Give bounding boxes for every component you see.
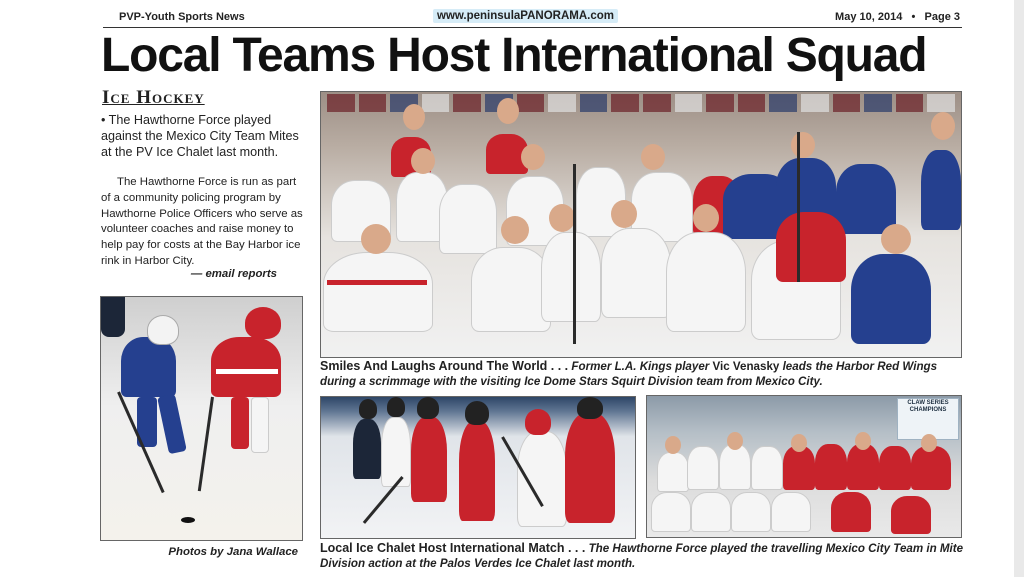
player-head [641, 144, 665, 170]
blue-player-helmet [147, 315, 179, 345]
goalie-mask [525, 409, 551, 435]
force-player [771, 492, 811, 532]
player-head [611, 200, 637, 228]
mexico-player [879, 446, 911, 490]
jersey-stripe [327, 280, 427, 285]
bottom-caption-lead-in: Local Ice Chalet Host International Match . . . [320, 541, 586, 555]
stars-coach [921, 150, 961, 230]
force-player [651, 492, 691, 532]
red-player-leg [231, 397, 249, 449]
main-photo-caption [320, 359, 964, 389]
force-player [353, 419, 381, 479]
hockey-stick [797, 132, 800, 282]
red-wings-player [323, 252, 433, 332]
page-edge [1014, 0, 1024, 577]
red-wings-player [541, 232, 601, 322]
website-link[interactable]: www.peninsulaPANORAMA.com [433, 9, 618, 23]
page-number: Page 3 [924, 11, 960, 23]
mexico-player [411, 417, 447, 502]
match-photo [320, 396, 636, 539]
player-head [693, 204, 719, 232]
player-head [791, 434, 807, 452]
blue-player-arm [101, 297, 125, 337]
mexico-player [847, 444, 879, 490]
helmet [577, 397, 603, 419]
player-head [361, 224, 391, 254]
mexico-player [891, 496, 931, 534]
mexico-player [565, 413, 615, 523]
player-head [855, 432, 871, 450]
jersey-stripe [216, 369, 278, 374]
main-caption-name: Vic Venasky [712, 360, 780, 373]
mexico-player [911, 446, 951, 490]
coach-head [403, 104, 425, 130]
hockey-stick [198, 397, 214, 491]
blue-player-torso [121, 337, 176, 397]
date-and-page [835, 11, 960, 23]
force-player [657, 452, 689, 492]
bottom-photos-caption [320, 541, 964, 571]
helmet [387, 397, 405, 417]
player-head [921, 434, 937, 452]
stars-player [851, 254, 931, 344]
bottom-caption-text: The Hawthorne Force played the travelling Mexico City Team in Mite Division action at the Palos Verdes Ice Chalet last month. [320, 542, 964, 570]
blue-player-leg [157, 394, 187, 454]
force-player [687, 446, 719, 490]
separator-dot: • [911, 11, 916, 23]
force-player [381, 417, 411, 487]
section-name: PVP-Youth Sports News [119, 11, 245, 23]
action-photo [100, 296, 303, 541]
main-caption-text-after: leads the Harbor Red Wings during a scrimmage with the visiting Ice Dome Stars Squirt Division team from Mexico City. [320, 360, 938, 388]
mexico-player [831, 492, 871, 532]
red-wings-player [471, 247, 551, 332]
helmet [465, 401, 489, 425]
player-head [931, 112, 955, 140]
player-head [665, 436, 681, 454]
headline: Local Teams Host International Squad [101, 29, 927, 82]
red-player-torso [211, 337, 281, 397]
player-head [411, 148, 435, 174]
red-wings-player [601, 228, 671, 318]
player-head [521, 144, 545, 170]
main-caption-text-before: Former L.A. Kings player [571, 360, 710, 373]
mexico-player [815, 444, 847, 490]
red-player-leg [251, 397, 269, 453]
player-head [501, 216, 529, 244]
article-lead: • The Hawthorne Force played against the Mexico City Team Mites at the PV Ice Chalet last month. [101, 113, 299, 159]
team-group-photo [646, 395, 962, 538]
red-player-helmet [245, 307, 281, 339]
article-body: The Hawthorne Force is run as part of a community policing program by Hawthorne Police Officers who serve as volunteer coaches and raise money to help pay for costs at the Bay Harbor ice rink in Harbor City. [101, 176, 303, 267]
red-wings-player [439, 184, 497, 254]
stars-player [836, 164, 896, 234]
page-header [103, 8, 962, 28]
issue-date: May 10, 2014 [835, 11, 903, 23]
article-byline: — email reports [190, 268, 277, 280]
hockey-stick [573, 164, 576, 344]
hockey-puck [181, 517, 195, 523]
force-player [719, 444, 751, 490]
mexico-player [459, 421, 495, 521]
helmet [359, 399, 377, 419]
player-head [727, 432, 743, 450]
force-player [731, 492, 771, 532]
red-wings-player [776, 212, 846, 282]
mexico-player [783, 446, 815, 490]
red-wings-player [666, 232, 746, 332]
helmet [417, 397, 439, 419]
sign-text: CLAW SERIES CHAMPIONS [907, 400, 949, 413]
player-head [549, 204, 575, 232]
player-head [791, 132, 815, 158]
main-caption-lead-in: Smiles And Laughs Around The World . . . [320, 359, 569, 373]
section-title: Ice Hockey [102, 87, 205, 108]
player-head [881, 224, 911, 254]
force-player [691, 492, 731, 532]
coach-head [497, 98, 519, 124]
team-photo [320, 91, 962, 358]
photo-credit: Photos by Jana Wallace [168, 546, 298, 558]
force-player [751, 446, 783, 490]
